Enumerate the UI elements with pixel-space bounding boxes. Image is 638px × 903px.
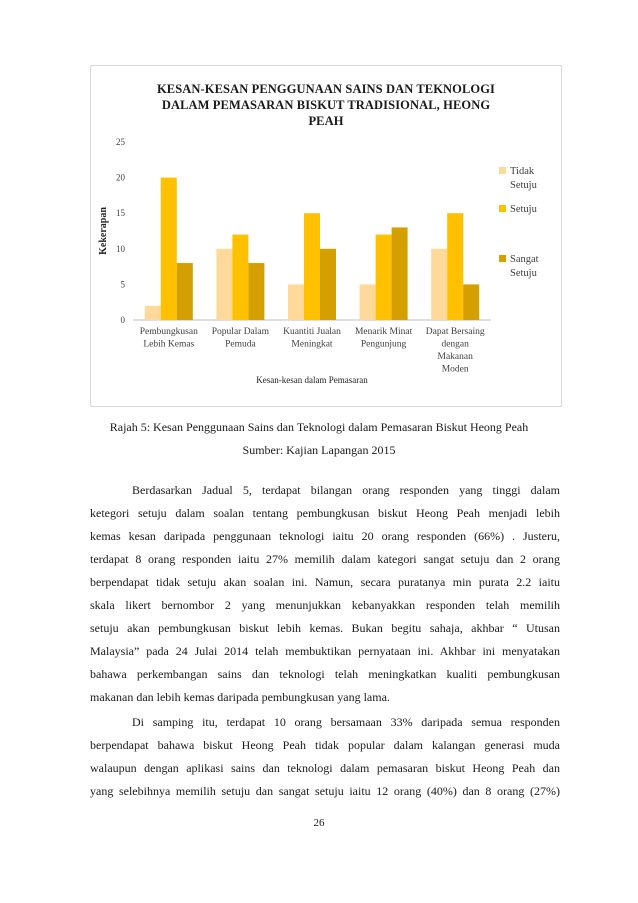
paragraph-line: berpendapat bahawa biskut Heong Peah tidak popular dalam kalangan generasi muda xyxy=(90,738,560,752)
bar xyxy=(161,178,177,320)
bar xyxy=(216,249,232,320)
bar xyxy=(360,284,376,320)
x-tick-label: dengan xyxy=(441,339,469,350)
paragraph-line: Di samping itu, terdapat 10 orang bersamaan 33% daripada semua responden xyxy=(132,715,560,729)
chart-container xyxy=(90,65,562,407)
y-tick-label: 20 xyxy=(116,172,125,183)
bar xyxy=(248,263,264,320)
y-tick-label: 0 xyxy=(120,315,125,325)
paragraph-line: Berdasarkan Jadual 5, terdapat bilangan orang responden yang tinggi dalam xyxy=(132,483,560,497)
legend-label: Sangat xyxy=(510,254,539,265)
x-tick-label: Moden xyxy=(441,364,469,375)
x-tick-label: Meningkat xyxy=(291,339,333,350)
x-tick-label: Pemuda xyxy=(225,339,256,350)
bar xyxy=(320,249,336,320)
chart-title-line-1: KESAN-KESAN PENGGUNAAN SAINS DAN TEKNOLOGI xyxy=(156,82,496,96)
bar-chart xyxy=(91,66,561,406)
x-tick-label: Pembungkusan xyxy=(139,327,198,337)
legend-swatch xyxy=(499,205,506,212)
paragraph-line: setuju akan pembungkusan biskut lebih kemas. Bukan begitu sahaja, akhbar “ Utusan xyxy=(90,621,560,635)
bar xyxy=(392,227,408,320)
figure-source: Sumber: Kajian Lapangan 2015 xyxy=(242,443,396,457)
x-axis-label: Kesan-kesan dalam Pemasaran xyxy=(256,375,368,385)
y-tick-label: 15 xyxy=(116,208,125,219)
bar xyxy=(463,284,479,320)
paragraph-line: Malaysia” pada 24 Julai 2014 telah membuktikan pernyataan ini. Akhbar ini menyatakan xyxy=(90,644,560,658)
x-tick-label: Makanan xyxy=(437,352,473,362)
chart-title-line-2: DALAM PEMASARAN BISKUT TRADISIONAL, HEONG xyxy=(161,98,491,112)
x-tick-label: Menarik Minat xyxy=(354,327,413,337)
y-tick-label: 10 xyxy=(116,243,125,254)
bar xyxy=(376,235,392,320)
x-tick-label: Pengunjung xyxy=(360,339,407,350)
page-number: 26 xyxy=(313,817,325,829)
bar xyxy=(447,213,463,320)
x-tick-label: Dapat Bersaing xyxy=(425,327,485,337)
legend-swatch xyxy=(499,167,506,174)
legend-swatch xyxy=(499,255,506,262)
paragraph-line: kemas kesan daripada penggunaan teknologi iaitu 20 orang responden (66%) . Justeru, xyxy=(90,529,560,543)
paragraph-line: skala likert bernombor 2 yang menunjukkan kebanyakkan responden telah memilih xyxy=(90,598,560,612)
paragraph-line: walaupun dengan aplikasi sains dan teknologi dalam pemasaran biskut Heong Peah dan xyxy=(90,761,560,775)
y-tick-label: 5 xyxy=(120,279,125,290)
figure-caption: Rajah 5: Kesan Penggunaan Sains dan Teknologi dalam Pemasaran Biskut Heong Peah xyxy=(109,420,529,434)
y-axis-label: Kekerapan xyxy=(98,207,109,255)
bar xyxy=(304,213,320,320)
paragraph-1 xyxy=(90,479,560,709)
paragraph-line: ketegori setuju dalam soalan tentang pembungkusan biskut Heong Peah menjadi lebih xyxy=(90,506,560,520)
x-tick-label: Popular Dalam xyxy=(211,327,270,337)
paragraph-line: berpendapat tidak setuju akan soalan ini. Namun, secara puratanya min purata 2.2 iaitu xyxy=(90,575,560,589)
legend-label: Setuju xyxy=(510,204,537,215)
bar xyxy=(431,249,447,320)
bar xyxy=(177,263,193,320)
y-tick-label: 25 xyxy=(116,137,125,147)
chart-title-line-3: PEAH xyxy=(308,114,344,128)
legend-label: Setuju xyxy=(510,180,537,191)
bar xyxy=(232,235,248,320)
bar xyxy=(145,306,161,320)
paragraph-2 xyxy=(90,711,560,803)
paragraph-line: terdapat 8 orang responden iaitu 27% memilih dalam kategori sangat setuju dan 2 orang xyxy=(90,552,560,566)
legend-label: Setuju xyxy=(510,268,537,279)
paragraph-line: makanan dan lebih kemas daripada pembungkusan yang lama. xyxy=(90,690,390,704)
paragraph-line: yang selebihnya memilih setuju dan sangat setuju iaitu 12 orang (40%) dan 8 orang (27%) xyxy=(90,784,560,798)
x-tick-label: Lebih Kemas xyxy=(143,339,195,350)
legend-label: Tidak xyxy=(510,166,535,177)
paragraph-line: bahawa perkembangan sains dan teknologi telah meningkatkan kualiti pembungkusan xyxy=(90,667,560,681)
bar xyxy=(288,284,304,320)
x-tick-label: Kuantiti Jualan xyxy=(283,327,341,337)
